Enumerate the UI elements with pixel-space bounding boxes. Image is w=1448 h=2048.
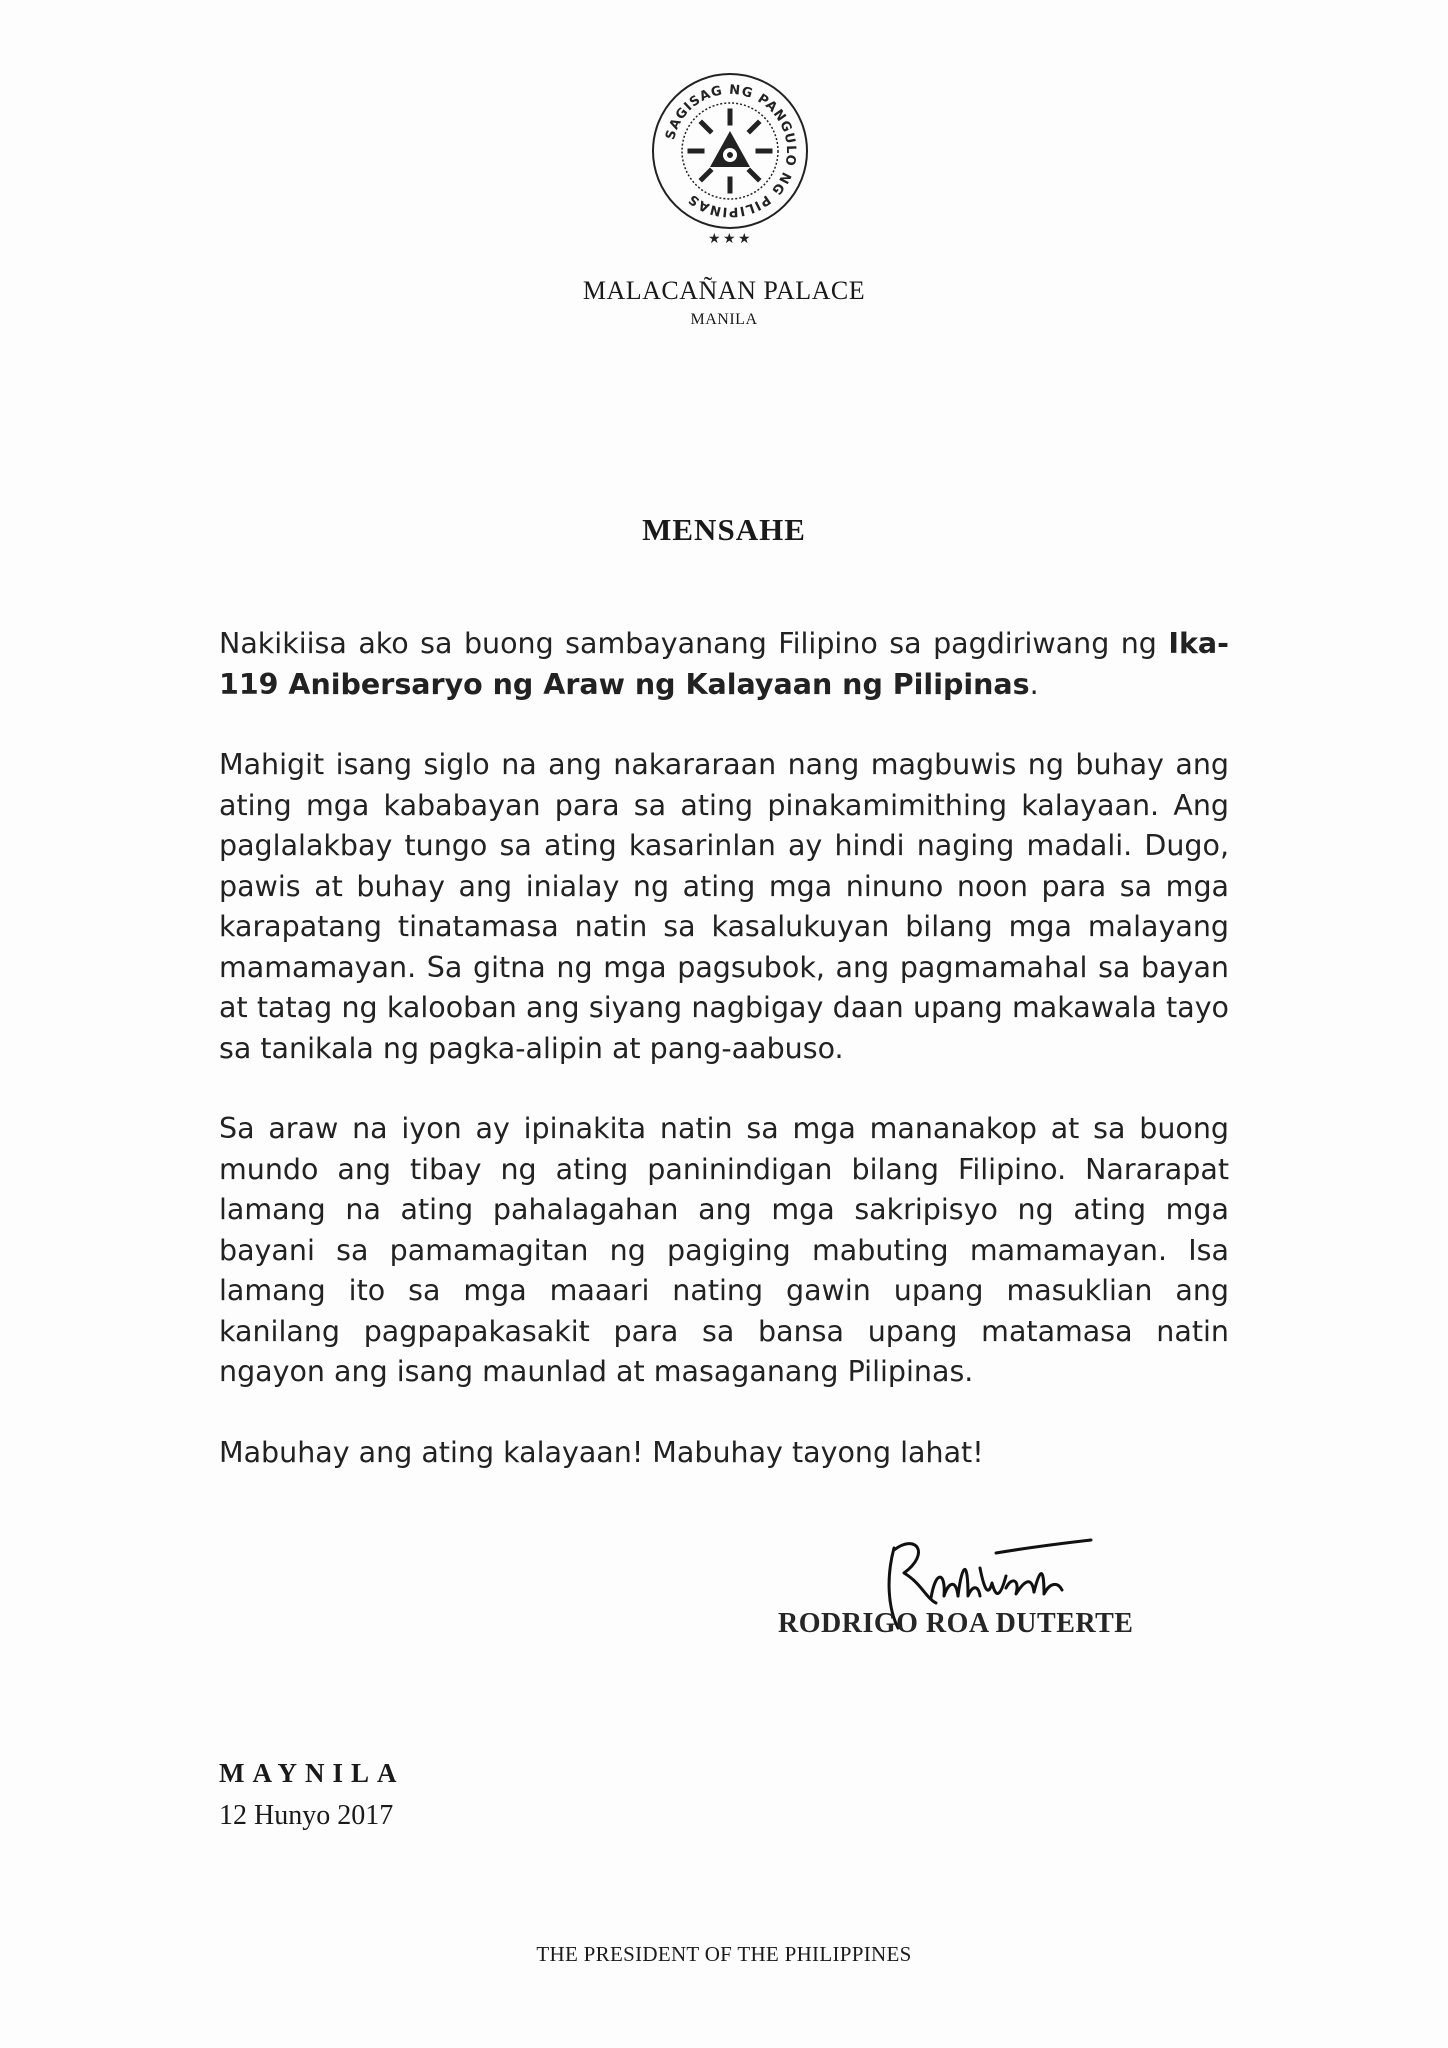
svg-text:★: ★ xyxy=(738,231,751,247)
document-title: MENSAHE xyxy=(642,512,806,547)
svg-text:★: ★ xyxy=(723,231,736,247)
anniversary-title: Ika-119 Anibersaryo ng Araw ng Kalayaan ng Pilipinas xyxy=(219,627,1229,701)
paragraph-1-end: . xyxy=(1029,667,1039,701)
letterhead-city: MANILA xyxy=(690,311,758,328)
date: 12 Hunyo 2017 xyxy=(219,1800,394,1831)
paragraph-2: Mahigit isang siglo na ang nakararaan nang magbuwis ng buhay ang ating mga kababayan para sa ating pinakamimithing kalayaan. Ang paglalakbay tungo sa ating kasarinlan ay hindi naging madali. Dugo, pawis at buhay ang inialay ng ating mga ninuno noon para sa mga karapatang tinatamasa natin sa kasalukuyan bilang mga malayang mamamayan. Sa gitna ng mga pagsubok, ang pagmamahal sa bayan at tatag ng kalooban ang siyang nagbigay daan upang makawala tayo sa tanikala ng pagka-alipin at pang-aabuso. xyxy=(219,748,1229,1065)
paragraph-3: Sa araw na iyon ay ipinakita natin sa mga mananakop at sa buong mundo ang tibay ng ating paninindigan bilang Filipino. Nararapat lamang na ating pahalagahan ang mga sakripisyo ng ating mga bayani sa pamamagitan ng pagiging mabuting mamamayan. Isa lamang ito sa mga maaari nating gawin upang masuklian ang kanilang pagpapakasakit para sa bansa upang matamasa natin ngayon ang isang maunlad at masaganang Pilipinas. xyxy=(219,1112,1229,1388)
paragraph-4: Mabuhay ang ating kalayaan! Mabuhay tayong lahat! xyxy=(219,1435,984,1469)
paragraph-1-text: Nakikiisa ako sa buong sambayanang Filipino sa pagdiriwang ng xyxy=(219,627,1169,660)
svg-text:★: ★ xyxy=(708,231,721,247)
place: MAYNILA xyxy=(219,1758,405,1788)
footer-office: THE PRESIDENT OF THE PHILIPPINES xyxy=(536,1942,912,1966)
letterhead-palace: MALACAÑAN PALACE xyxy=(582,276,866,305)
signatory-name: RODRIGO ROA DUTERTE xyxy=(778,1608,1134,1639)
svg-text:SAGISAG NG PANGULO NG PILIPINA: SAGISAG NG PANGULO NG PILIPINAS xyxy=(663,82,799,220)
paragraph-1 xyxy=(219,624,1229,705)
message-body xyxy=(219,624,1229,1513)
presidential-seal-icon xyxy=(650,71,810,249)
